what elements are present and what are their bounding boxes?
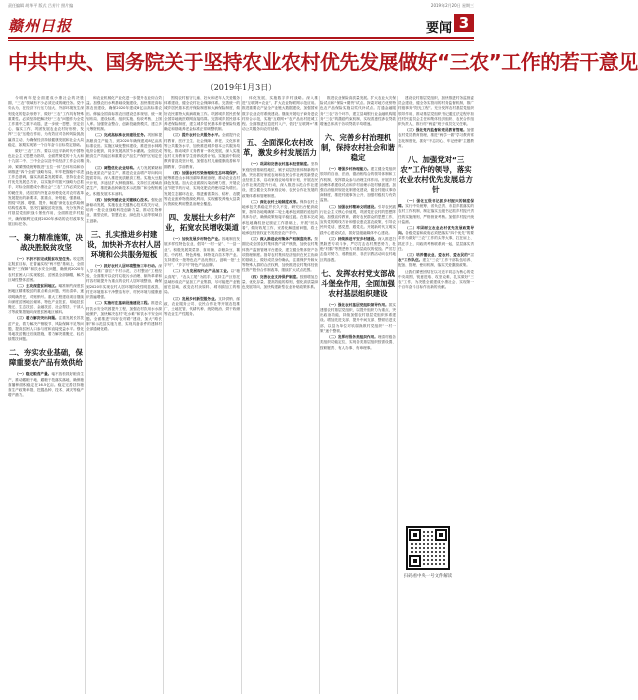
paragraph-lead: （二）加强农村精神文明建设。 [327, 204, 378, 209]
section-title: 要闻 [425, 21, 452, 36]
paragraph-text: 深入推进扫黑除恶专项斗争，严厉打击农村黑恶势力，杜绝“村霸”等黑恶势力对基层政权的侵蚀。严厉打击敌对势力、邪教组织、非法宗教活动向农村地区的渗透。 [320, 236, 397, 262]
paragraph-text: 按照增加总量、优化存量、提高效能的原则，强化高质量绿色发展导向，加快构建新型农业补贴政策体系。 [242, 274, 319, 290]
section-heading: 二、夯实农业基础，保障重要农产品有效供给 [9, 348, 83, 368]
body-paragraph [164, 237, 240, 268]
paragraph-text: 毫不放松抓好粮食生产，推动藏粮于地、藏粮于技落实落地，确保粮食播种面积稳定在16.5亿亩。稳定完善扶持粮食生产政策举措，挖掘品种、技术、减灾等稳产增产潜力。 [8, 372, 85, 398]
paragraph-lead: （三）深入推进农村集体产权制度改革。 [249, 237, 315, 242]
body-paragraph [86, 96, 162, 132]
paragraph-lead: （三）培养懂农业、爱农村、爱农民的“三农”工作队伍。 [398, 253, 474, 263]
qr-code-icon[interactable] [406, 526, 450, 570]
paragraph-lead: （二）牢固树立农业农村优先发展政策导向。 [398, 226, 474, 236]
editor-credits: 责任编辑 胡华平 版式 吕芳片 照片编 [8, 3, 74, 8]
qr-caption: 扫码看中央一号文件解读 [403, 574, 453, 579]
paragraph-lead: （三）调整优化农业结构。 [93, 165, 137, 170]
paragraph-text: 咬定既定脱贫目标，在普遍实现“两不愁”基础上，全面解决“三保障”和饮水安全问题，确保到2020年农村贫困人口实现脱贫、贫困县全部摘帽，解决区域性整体贫困。 [8, 257, 85, 282]
paragraph-lead: （一）增强乡村治理能力。 [327, 167, 371, 172]
paragraph-lead: （一）强化五级书记抓乡村振兴的制度保障。 [398, 199, 474, 209]
paragraph-text: 注重发展长效扶贫产业，着力解决产销脱节、风险保障不足等问题，提高贫困人口参与度和直接受益水平。强化易地扶贫搬迁后续措施，着力解决重搬迁、轻后续帮扶问题。 [8, 316, 85, 342]
paragraph-lead: （四）加强农村污染治理和生态环境保护。 [171, 170, 240, 175]
body-paragraph [398, 253, 474, 269]
section-heading: 四、发展壮大乡村产业，拓宽农民增收渠道 [165, 213, 239, 233]
section-heading: 六、完善乡村治理机制，保持农村社会和谐稳定 [321, 133, 395, 163]
paragraph-text: 瞄准制约深度贫困地区精准脱贫的重点难点问题，列出清单，逐项明确责任，对账销号。重大工程建设项目继续向深度贫困地区倾斜，特色产业扶贫、易地扶贫搬迁、生态扶贫、金融扶贫、社会帮扶、干部人才等政策措施向深度贫困地区倾斜。 [8, 284, 85, 315]
paragraph-text: 今明两年是全面建成小康社会的决胜期，“三农”领域有不少必须完成的硬任务。党中央认为，在经济下行压力加大、外部环境发生深刻变化的复杂形势下，做好“三农”工作具有特殊重要性。必须坚持把解决好“三农”问题作为全党工作重中之重不动摇，进一步统一思想、坚定信心、落实工作，巩固发展农业农村好形势，发挥“三农”压舱石作用，为有效应对各种风险挑战赢得主动，为确保经济持续健康发展和社会大局稳定、如期实现第一个百年奋斗目标奠定基础。 [8, 96, 84, 147]
section-heading: 七、发挥农村党支部战斗堡垒作用，全面加强农村基层组织建设 [321, 268, 395, 298]
paragraph-lead: （三）持续推进平安乡村建设。 [327, 236, 378, 241]
body-paragraph [398, 199, 474, 225]
issue-date: 2019年2月20日 星期三 [430, 3, 474, 8]
newspaper-logo: 赣州日报 [8, 17, 73, 35]
paragraph-text: 按期完成全国农村集体资产清产核资，加快农村集体资产监督管理平台建设，建立健全集体资产各项管理制度。指导农村集体经济组织在民主协商的基础上，做好成员身份确认，注重保护外嫁女等特殊人群的合法权利，加快推进农村集体经营性资产股份合作制改革，继续扩大试点范围。 [242, 237, 318, 273]
paragraph-text: 建立“三农”工作干部队伍培养、配备、管理、使用机制，落实关爱激励政策。 [398, 258, 474, 268]
body-paragraph [164, 171, 240, 207]
column-divider [319, 96, 320, 694]
column-divider [241, 96, 242, 694]
masthead-rule-thin [8, 40, 474, 41]
body-paragraph [86, 264, 162, 300]
paragraph-lead: （二）大力发展现代农产品加工业。 [171, 269, 231, 274]
paragraph-text: 各级党委和政府必须把落实“四个优先”的要求作为做好“三农”工作的头等大事，扛在肩上、抓在手上，同政绩考核联系到一起，层层落实责任。 [398, 231, 474, 251]
paragraph-text: 推进农村饮水安全巩固提升工程，加强农村饮用水水源地保护，加快解决农村“吃水难”和饮水不安全问题。全面推进“四好农村路”建设，加大“路长制”和示范县实施力度，实现具备条件的建制村全部通硬化路。 [86, 301, 163, 332]
body-paragraph [320, 167, 396, 203]
body-paragraph [164, 269, 240, 295]
body-paragraph [86, 198, 162, 224]
paragraph-lead: （一）不折不扣完成脱贫攻坚任务。 [15, 257, 74, 262]
paragraph-lead: （一）抓好农村人居环境整治三年行动。 [93, 263, 159, 268]
body-paragraph [8, 316, 84, 342]
paragraph-text: 体化发展，实施数字乡村战略。深入推进“互联网+农业”，扩大农业物联网示范应用。推进重要农产品全产业链大数据建设，加强国家数字农业农村系统建设。继续开展电子商务进农村综合示范，实施“互联网+”农产品出村进城工程。全面推进信息进村入户，依托“互联网+”推动公共服务向农村延伸。 [242, 96, 318, 132]
paragraph-lead: （四）加快突破农业关键核心技术。 [93, 197, 152, 202]
text-column-2 [86, 96, 162, 694]
body-paragraph [8, 257, 84, 283]
body-paragraph [164, 96, 240, 132]
paragraph-lead: （二）实施村庄基础设施建设工程。 [93, 301, 152, 306]
column-divider [397, 96, 398, 694]
paragraph-text: 巩固和提高粮食生产能力，到2020年确保建成8亿亩高标准农田。实施区域化整体建设，推进田水林路电综合配套，同步发展高效节水灌溉。全面完成粮食生产功能区和重要农产品生产保护区划定任务。 [86, 133, 163, 164]
body-paragraph [242, 162, 318, 198]
article-body [8, 96, 474, 696]
paragraph-text: 抓实建强农村基层党组织，以提升组织力为重点，突出政治功能，持续加强农村基层党组织体系建设。增加先进支部、提升中间支部、整顿后进支部，以县为单位对软弱涣散村党组织“一村一策”逐个整顿。 [320, 302, 397, 333]
paragraph-lead: （三）着力解决突出问题。 [15, 316, 59, 321]
paragraph-text: 建设农村基层党组织，加快推进村务监督委员会建设，健全务实管用的村务监督机制，推广村级事务“阳光工程”。充分发挥农村基层党组织领导作用，推动基层党组织书记通过法定程序担任村民委员会主任和集体经济组织、农民合作组织负责人，推行村“两委”班子成员交叉任职。 [398, 96, 474, 127]
paragraph-text: 和农业机械化产业化进一步提升农业综合效益。加强农田水利基础设施建设，加快推进高标准农田建设，确保2020年建成8亿亩高标准农田。修编全国高标准农田建设总体规划，统一规划布局、建设标准、组织实施、验收考核、上图入库。加强资金整合，创新投融资模式，建立多元筹资机制。 [86, 96, 162, 132]
body-paragraph [320, 96, 396, 127]
body-paragraph [398, 128, 474, 149]
body-paragraph [164, 133, 240, 169]
paragraph-text: 坚持家庭经营基础性地位，赋予双层经营体制新的内涵。突出抓好家庭农场和农民合作社两类新型农业经营主体，启动家庭农场培育计划，开展农民合作社规范提升行动，深入推进示范合作社建设，建立健全支持家庭农场、农民合作社发展的政策体系和管理制度。 [242, 162, 319, 198]
paragraph-text: 深入学习推广浙江“千村示范、万村整治”工程经验，全面推开以农村垃圾污水治理、厕所革命和村容村貌提升为重点的农村人居环境整治，确保到2020年实现农村人居环境阶段性明显改善，村庄环境基本干净整洁有序，村民环境与健康意识普遍增强。 [86, 263, 162, 300]
paragraph-text: 围绕农村留守儿童、妇女和老年人关爱服务体系建设，健全农村社会保障体系。完善统一的城乡居民基本医疗保险制度和大病保险制度，做好农民重特大疾病救助工作。巩固城乡居民医保全国异地就医联网直接结算。完善城乡居民基本养老保险制度，建立城乡居民基本养老保险待遇确定和基础养老金标准正常调整机制。 [164, 96, 240, 132]
paragraph-lead: （一）巩固和完善农村基本经营制度。 [249, 162, 311, 167]
article-headline: 中共中央、国务院关于坚持农业农村优先发展做好“三农”工作的若干意见 [8, 50, 638, 74]
text-column-4 [242, 96, 318, 694]
paragraph-lead: （一）加快发展乡村特色产业。 [171, 237, 222, 242]
body-paragraph [164, 297, 240, 318]
page-number-badge: 3 [454, 14, 474, 32]
paragraph-lead: （二）深化农村土地制度改革。 [249, 199, 300, 204]
body-paragraph [398, 270, 474, 291]
body-paragraph [242, 200, 318, 236]
paragraph-text: 建立健全党组织领导的自治、法治、德治相结合的领导体制和工作机制，发挥群众参与治理主体作用。开展乡村治理体系建设试点和乡村治理示范村镇创建。加强自治组织规范化制度化建设，健全村级议事协商制度，推进村级事务公开，加强村级权力有效监督。 [320, 167, 397, 203]
body-paragraph [8, 96, 84, 148]
paragraph-lead: （一）稳定粮食产量。 [15, 372, 52, 377]
masthead [0, 12, 482, 36]
paragraph-lead: （三）提升农村公共服务水平。 [171, 133, 222, 138]
paragraph-text: 因地制宜发展多样性特色农业，倡导“一村一品”、“一县一业”。积极发展果菜茶、食用菌、杂粮杂豆、薯类、中药材、特色养殖、林特花卉苗木等产业。支持建设一批特色农产品优势区。创响一批“土字号”、“乡字号”特色产品品牌。 [164, 237, 241, 268]
body-paragraph [242, 237, 318, 273]
paragraph-text: 实行中央统筹、省负总责、市县乡抓落实的农村工作机制，制定落实五级书记抓乡村振兴责任的实施细则，严格督查考核。加强乡村振兴统计监测。 [398, 204, 475, 224]
body-paragraph [8, 149, 84, 227]
body-paragraph [320, 205, 396, 236]
body-paragraph [86, 301, 162, 332]
body-paragraph [8, 372, 84, 398]
body-paragraph [398, 96, 474, 127]
paragraph-text: 强化创新驱动发展，实施农业关键核心技术攻关行动，培育一批农业战略科技创新力量，推动生物种业、重型农机、智慧农业、绿色投入品等领域自主创新。 [86, 197, 163, 223]
paragraph-lead: （二）完成高标准农田建设任务。 [93, 133, 148, 138]
paragraph-text: 支持供销、邮政、农业服务公司、农民合作社等开展农技推广、土地托管、代耕代种、统防统治、烘干收储等农业生产性服务。 [164, 296, 241, 317]
text-column-1 [8, 96, 84, 694]
paragraph-lead: （二）发挥村级各类组织作用。 [327, 335, 378, 340]
text-column-5 [320, 96, 396, 694]
section-heading: 三、扎实推进乡村建设，加快补齐农村人居环境和公共服务短板 [87, 229, 161, 259]
paragraph-lead: （三）发展乡村新型服务业。 [171, 296, 219, 301]
paragraph-text: 让我们紧密团结在以习近平同志为核心的党中央周围，锐意进取、攻坚克难，扎实做好“三农”工作，为决胜全面建成小康社会、实现第一个百年奋斗目标作出新的贡献。 [398, 269, 474, 290]
column-divider [85, 96, 86, 694]
paragraph-lead: （四）完善农业支持保护制度。 [249, 274, 300, 279]
section-heading: 五、全面深化农村改革，激发乡村发展活力 [243, 138, 317, 158]
body-paragraph [86, 133, 162, 164]
masthead-rule [8, 37, 474, 39]
paragraph-text: 保持农村土地承包关系稳定并长久不变，研究出台配套政策，指导各地明确第二轮土地承包到期后延包的具体办法，确保政策衔接平稳过渡。在基本完成承包地确权登记颁证工作基础上，开展“回头看”，做好收尾工作，妥善化解遗留问题，将土地承包经营权证书发放至农户手中。 [242, 199, 319, 236]
body-paragraph [398, 226, 474, 252]
body-paragraph [320, 303, 396, 334]
column-divider [163, 96, 164, 694]
paragraph-text: 以“粮头食尾”、“农头工尾”为抓手，支持主产区依托县域形成农产品加工产业集群，尽可能把产业链留在县域，改变农村卖原料、城市搞加工的格局。 [164, 269, 240, 295]
paragraph-text: 推进农业保险高质量发展。扩大农业大灾保险试点和“保险+期货”试点。探索对地方优势特色农产品保险实施以奖代补试点。打通金融服务“三农”各个环节，建立县域银行业金融机构服务“三农”的激励约束机制，实现普惠性涉农贷款增速总体高于各项贷款平均增速。 [320, 96, 396, 127]
paragraph-text: 加强农村党员教育管理，推进“两学一做”学习教育常态化制度化，抓好“不忘初心、牢记使命”主题教育。 [398, 128, 475, 148]
section-heading: 一、聚力精准施策，决战决胜脱贫攻坚 [9, 233, 83, 253]
paragraph-text: 做好“三农”工作，要以习近平新时代中国特色社会主义思想为指导，全面贯彻党的十九大和十九届二中、三中全会以及中央经济工作会议精神，紧紧围绕统筹推进“五位一体”总体布局和协调推进“四个全面”战略布局，牢牢把握稳中求进工作总基调，落实高质量发展要求，坚持农业农村优先发展总方针，以实施乡村振兴战略为总抓手，对标全面建成小康社会“三农”工作必须完成的硬任务，适应国内外复杂形势变化对农村改革发展提出的新要求，抓重点、补短板、强基础，围绕“巩固、增强、提升、畅通”深化农业供给侧结构性改革，坚决打赢脱贫攻坚战，充分发挥农村基层党组织战斗堡垒作用，全面推进乡村振兴，确保顺利完成到2020年承诺的农村改革发展目标任务。 [8, 149, 84, 226]
body-paragraph [320, 335, 396, 351]
body-paragraph [8, 284, 84, 315]
paragraph-lead: （二）主攻深度贫困地区。 [15, 284, 59, 289]
body-paragraph [242, 96, 318, 132]
text-column-3 [164, 96, 240, 694]
paragraph-text: 理清村级各类组织功能定位，实现各类基层组织按需设置、按职履责、有人办事、有章理事。 [320, 335, 397, 350]
paragraph-text: 统筹推进山水林田湖草系统治理，推动农业农村绿色发展。加大农业面源污染治理力度，开展农业节肥节药行动，实现化肥农药使用量负增长。发展生态循环农业，推进畜禽粪污、秸秆、农膜等农业废弃物资源化利用，实现畜牧养殖大县粪污资源化利用整县治理全覆盖。 [164, 176, 240, 207]
paragraph-lead: （一）强化农村基层党组织领导作用。 [327, 302, 389, 307]
body-paragraph [320, 237, 396, 263]
section-heading: 八、加强党对“三农”工作的领导，落实农业农村优先发展总方针 [399, 155, 473, 195]
article-dateline: （2019年1月3日） [205, 83, 277, 92]
paragraph-lead: （三）强化党内监督和党员教育管理。 [405, 128, 467, 133]
body-paragraph [86, 166, 162, 197]
paragraph-text: 大力发展紧缺和绿色优质农产品生产，推进农业由增产导向转向提质导向。深入推进优质粮食工程。实施大豆振兴计划，多途径扩大种植面积。支持长江流域油菜生产，推进新品种新技术示范推广和全程机械化。积极发展木本油料。 [86, 165, 163, 196]
text-column-6 [398, 96, 474, 694]
paragraph-text: 引导农民践行社会主义核心价值观，巩固党在农村的思想阵地。加强宣传教育，做好农民群众的思想工作，宣传党的路线方针和强农惠农富农政策，引导农民听党话、感党恩、跟党走。开展新时代文明实践中心建设试点，抓好县级融媒体中心建设。 [320, 204, 397, 235]
body-paragraph [242, 275, 318, 291]
qr-code-block[interactable] [390, 520, 466, 600]
paragraph-text: 全面提升农村教育、医疗卫生、社会保障、养老、文化体育等公共服务水平，加快推进城乡基本公共服务均等化。推动城乡义务教育一体化发展，深入实施农村义务教育学生营养改善计划。实施高中阶段教育普及攻坚计划，加强农村儿童健康改善和早期教育、学前教育。 [164, 133, 241, 169]
